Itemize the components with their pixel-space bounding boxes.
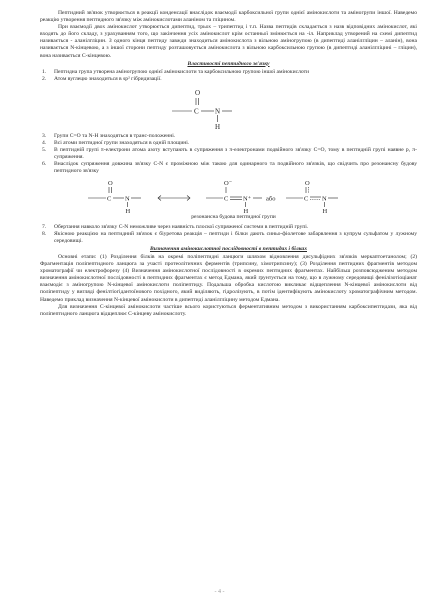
resonance-atom-n-plus: N⁺ (243, 195, 252, 202)
formula-atom-c: C (194, 107, 199, 116)
list-number: 6. (42, 161, 47, 168)
resonance-atom-c: C (304, 195, 309, 202)
properties-list-1 (40, 69, 417, 83)
list-item (40, 69, 417, 76)
sequence-heading: Визначення амінокислотної послідовності в пептидах і білках (149, 245, 307, 252)
list-number: 8. (42, 230, 47, 237)
properties-heading: Властивості пептидного зв'язку (187, 60, 270, 67)
list-item (40, 231, 417, 245)
list-text: Внаслідок супряження довжина зв'язку С-N є проміжною між такою для одинарного та подвійного зв'язків, що свідчить про резонансну будову пептидного зв'язку (54, 161, 417, 175)
list-text: Пептидна група утворена аміногрупою однієї амінокислоти та карбоксильною групою іншої амінокислоти (54, 68, 310, 75)
properties-list-2 (40, 133, 417, 176)
intro-paragraph-1: Пептидний зв'язок утворюється в реакції конденсації внаслідок взаємодії карбоксильної групи однієї амінокислоти та аміногрупи іншої. Наведемо реакцію утворення пептидного зв'язку між амінокислотами аланіном та гліцином. (40, 10, 417, 24)
resonance-or: або (266, 195, 276, 202)
list-item (40, 161, 417, 175)
list-text: Обертання навколо зв'язку С-N неможливе через наявність плоскої супряженої системи в пептидній групі. (54, 223, 309, 230)
page-number: - 4 - (214, 589, 225, 595)
peptide-group-formula (40, 85, 417, 131)
resonance-atom-h: H (243, 207, 249, 214)
formula-atom-o: O (195, 88, 201, 97)
resonance-atom-c: C (107, 195, 112, 202)
list-text: Всі атоми пептидної групи знаходяться в одній площині. (54, 140, 190, 147)
intro-paragraph-2: При взаємодії двох амінокислот утворюється дипептид, трьох – трипептид і т.п. Назва пептидів складається з назв відповідних амінокислот, які входять до його складу, з урахуванням того, що закінчення усіх амінокислот крім останньої змінюється на -іл. Наприклад утворений на схемі дипептид називається - аланілгліцин. З одного кінця пептиду завжди знаходиться амінокислота з вільною аміногрупою (в дипептиді аланілгліцин – аланін), вона називається N-кінцевою, а з іншої сторони пептиду розташовується амінокислота з вільною карбоксильною групою (в дипептиді аланілгліцині – гліцин), вона називається С-кінцевою. (40, 24, 417, 59)
list-text: Атом вуглецю знаходиться в sp² гібридизації. (54, 75, 162, 82)
list-item (40, 133, 417, 140)
list-text: Групи С=О та N-H знаходяться в транс-положенні. (54, 132, 176, 139)
resonance-atom-h: H (322, 207, 328, 214)
resonance-caption: резонансна будова пептидної групи (191, 213, 276, 220)
resonance-atom-o: O (108, 179, 113, 187)
list-item (40, 224, 417, 231)
list-number: 1. (42, 68, 47, 75)
resonance-atom-n: N (125, 195, 130, 202)
list-number: 2. (42, 75, 47, 82)
formula-atom-h: H (215, 122, 221, 131)
resonance-structure (40, 178, 417, 214)
peptide-group-structure (40, 85, 417, 131)
list-number: 4. (42, 140, 47, 147)
properties-list-3 (40, 224, 417, 245)
list-item (40, 76, 417, 83)
sequence-paragraph-1: Основні етапи: (1) Розділення білків на окремі поліпептидні ланцюги шляхом відновлення дисульфідних зв'язків меркаптоетанолом; (2) Фрагментація поліпептидного ланцюга за участі протеолітичних ферментів (трипсину, хімотрипсину); (3) Розділення пептидних фрагментів методом хроматографії чи електрофорезу (4) Визначення амінокислотної послідовності в окремих пептидних фрагментах. Найбільш розповсюдженим методом визначення амінокислотної послідовності в пептидних фрагментах є метод Едмана, який ґрунтується на тому, що в лужному середовищі фенілізотіоціанат взаємодіє з аміногрупою N-кінцевої амінокислоти поліпептиду. Подальша обробка кислотою викликає відщеплення N-кінцевої амінокислоти від поліпептиду у вигляді фенілтіогідантоїнового похідного, який виділяють, гідролізують, в потім ідентифікують амінокислоту хроматографічним методом. Наведемо приклад визначення N-кінцевої амінокислоти в дипептиді аланілгліцину методом Едмана. (40, 253, 417, 303)
formula-atom-n: N (215, 107, 221, 116)
resonance-atom-c: C (224, 195, 229, 202)
list-text: В пептидній групі π-електрони атома азоту вступають в супряження з π-електронами подвійного зв'язку С=О, тому в пептидній групі наявне р, π-супряження. (54, 147, 417, 161)
list-number: 3. (42, 132, 47, 139)
resonance-formula (40, 178, 417, 214)
resonance-atom-h: H (125, 207, 131, 214)
resonance-atom-o-minus: O⁻ (224, 179, 233, 187)
list-text: Якісною реакцією на пептидний зв'язок є біуретова реакція – пептиди і білки дають синьо-фіолетове забарвлення з купрум сульфатом у лужному середовищі. (54, 230, 417, 244)
list-number: 5. (42, 147, 47, 154)
sequence-paragraph-2: Для визначення С-кінцевої амінокислоти частіше всього користуються ферментативним методом з використанням карбоксипептидази, яка від поліпептидного ланцюга відщеплює С-кінцеву амінокислоту. (40, 303, 417, 317)
resonance-atom-n: N (322, 195, 327, 202)
list-item (40, 147, 417, 161)
resonance-atom-o: O (305, 179, 310, 187)
list-number: 7. (42, 223, 47, 230)
